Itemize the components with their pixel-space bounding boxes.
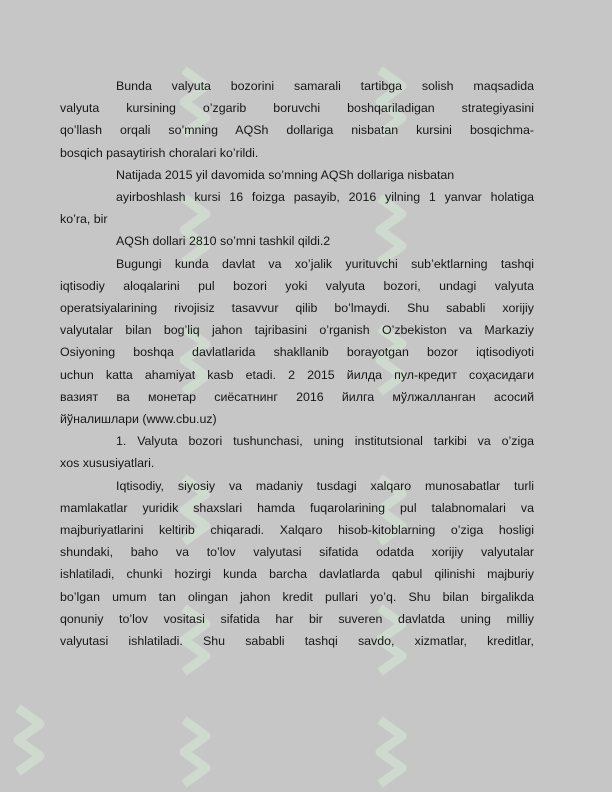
text-line: Bugungi kunda davlat va xo’jalik yurituvchi sub’ektlarning tashqi — [116, 256, 534, 271]
watermark-logo-icon — [372, 712, 416, 790]
text-line: mamlakatlar yuridik shaxslari hamda fuqarolarining pul talabnomalari va — [60, 500, 534, 515]
text-line: bosqich pasaytirish choralari ko’rildi. — [60, 145, 259, 160]
text-line: Bunda valyuta bozorini samarali tartibga solish maqsadida — [116, 79, 534, 93]
text-line: ko’ra, bir — [60, 212, 108, 227]
text-line: Osiyoning boshqa davlatlarida shakllanib borayotgan bozor iqtisodiyoti — [60, 345, 534, 360]
text-line: uchun katta ahamiyat kasb etadi. 2 2015 йилда пул-кредит соҳасидаги — [60, 367, 534, 382]
text-line: вазият ва монетар сиёсатнинг 2016 йилга мўлжалланган асосий — [60, 389, 534, 404]
text-line: operatsiyalarining rivojisiz tasavvur qilib bo’lmaydi. Shu sababli xorijiy — [60, 301, 534, 316]
text-line: majburiyatlarini keltirib chiqaradi. Xalqaro hisob-kitoblarning o’ziga hosligi — [60, 523, 534, 538]
text-line: qonuniy to’lov vositasi sifatida har bir suveren davlatda uning milliy — [60, 611, 534, 626]
watermark-logo-icon — [176, 712, 220, 790]
text-line: valyutasi ishlatiladi. Shu sababli tashqi savdo, xizmatlar, kreditlar, — [60, 634, 534, 649]
section-heading: 1. Valyuta bozori tushunchasi, uning institutsional tarkibi va o’ziga — [116, 434, 534, 449]
text-line: йўналишлари (www.cbu.uz) — [60, 412, 217, 427]
text-line: ayirboshlash kursi 16 foizga pasayib, 2016 yilning 1 yanvar holatiga — [116, 190, 534, 205]
document-body — [60, 75, 534, 652]
watermark-logo-icon — [10, 700, 54, 778]
text-line: valyutalar bilan bog’liq jahon tajribasini o’rganish O’zbekiston va Markaziy — [60, 323, 534, 338]
text-line: bo’lgan umum tan olingan jahon kredit pullari yo’q. Shu bilan birgalikda — [60, 589, 534, 604]
section-heading: xos xususiyatlari. — [60, 456, 155, 471]
text-line: iqtisodiy aloqalarini pul bozori yoki valyuta bozori, undagi valyuta — [60, 278, 534, 293]
text-line: ishlatiladi, chunki hozirgi kunda barcha davlatlarda qabul qilinishi majburiy — [60, 567, 534, 582]
text-line: Iqtisodiy, siyosiy va madaniy tusdagi xalqaro munosabatlar turli — [116, 478, 534, 493]
text-line: Natijada 2015 yil davomida so’mning AQSh dollariga nisbatan — [116, 167, 455, 182]
text-line: qo’llash orqali so’mning AQSh dollariga nisbatan kursini bosqichma- — [60, 123, 534, 138]
text-line: AQSh dollari 2810 so’mni tashkil qildi.2 — [116, 234, 331, 249]
text-line: valyuta kursining o’zgarib boruvchi boshqariladigan strategiyasini — [60, 101, 534, 116]
text-line: shundaki, baho va to’lov valyutasi sifatida odatda xorijiy valyutalar — [60, 545, 534, 560]
